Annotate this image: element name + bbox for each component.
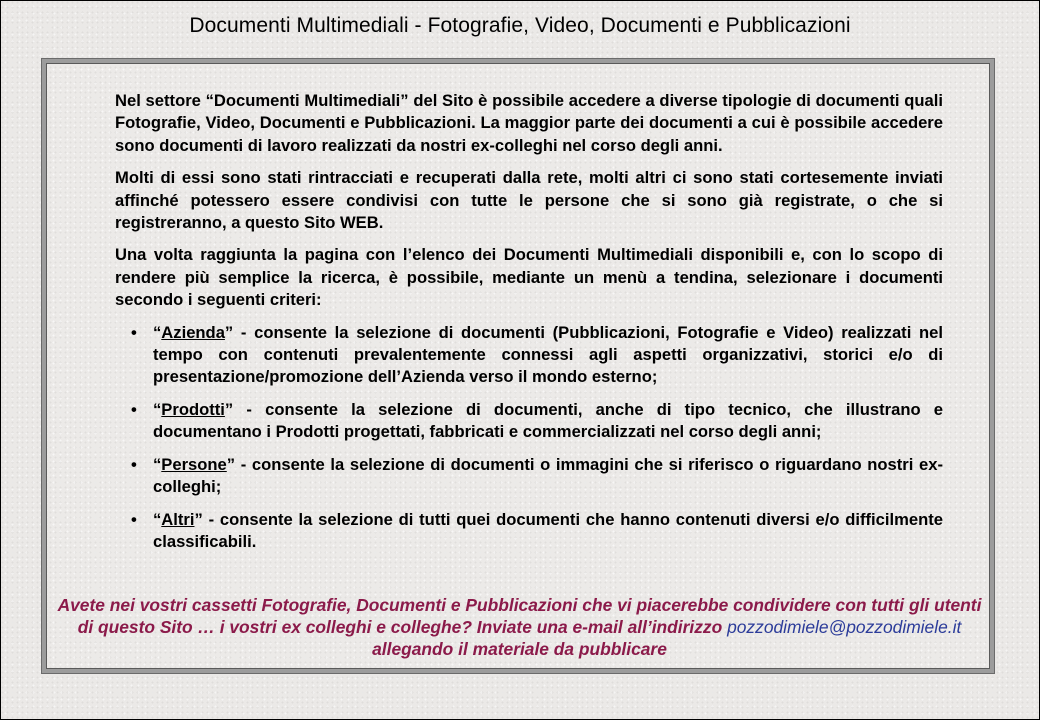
criteria-description: - consente la selezione di documenti, anche di tipo tecnico, che illustrano e documentano i Prodotti progettati, fabbricati e commercializzati nel corso degli anni; — [153, 399, 943, 442]
criteria-item-altri — [115, 509, 943, 554]
criteria-keyword-prodotti: Prodotti — [161, 399, 225, 419]
bullet-icon: • — [131, 322, 137, 342]
content-panel-inner — [46, 63, 990, 669]
criteria-list — [115, 322, 943, 554]
close-quote: ” — [194, 509, 203, 529]
close-quote: ” — [224, 399, 234, 419]
criteria-intro-paragraph: Una volta raggiunta la pagina con l’elenco dei Documenti Multimediali disponibili e, con lo scopo di rendere più semplice la ricerca, è possibile, mediante un menù a tendina, selezionare i documenti secondo i seguenti criteri: — [115, 245, 943, 310]
criteria-item-azienda — [115, 322, 943, 389]
criteria-description: - consente la selezione di documenti o immagini che si riferisco o riguardano nostri ex-colleghi; — [153, 454, 943, 497]
criteria-keyword-persone: Persone — [161, 454, 227, 474]
bullet-icon: • — [131, 454, 137, 474]
bullet-icon: • — [131, 399, 137, 419]
bullet-icon: • — [131, 509, 137, 529]
close-quote: ” — [226, 454, 236, 474]
close-quote: ” — [224, 322, 234, 342]
criteria-description: - consente la selezione di tutti quei documenti che hanno contenuti diversi e/o difficilmente classificabili. — [153, 509, 943, 551]
footer-call-to-action — [57, 594, 982, 661]
sources-paragraph: Molti di essi sono stati rintracciati e recuperati dalla rete, molti altri ci sono stati cortesemente inviati affinché potessero essere condivisi con tutte le persone che si sono già registrate, o che si registreranno, a questo Sito WEB. — [115, 168, 943, 233]
criteria-keyword-altri: Altri — [161, 509, 195, 529]
intro-paragraph: Nel settore “Documenti Multimediali” del Sito è possibile accedere a diverse tipologie di documenti quali Fotografie, Video, Documenti e Pubblicazioni. La maggior parte dei documenti a cui è possibile accedere sono documenti di lavoro realizzati da nostri ex-colleghi nel corso degli anni. — [115, 91, 943, 155]
open-quote: “ — [153, 399, 162, 419]
content-panel — [41, 58, 995, 674]
footer-text-end: allegando il materiale da pubblicare — [372, 639, 667, 660]
open-quote: “ — [153, 454, 162, 474]
open-quote: “ — [153, 509, 162, 529]
footer-text: Avete nei vostri cassetti Fotografie, Documenti e Pubblicazioni che vi piacerebbe condividere con tutti gli utenti di questo Sito … i vostri ex colleghi e colleghe? Inviate una e-mail all’indirizzo — [57, 595, 982, 638]
content-body — [115, 90, 943, 563]
criteria-description: - consente la selezione di documenti (Pubblicazioni, Fotografie e Video) realizzati nel tempo con contenuti prevalentemente connessi agli aspetti organizzativi, storici e/o di presentazione/promozione dell’Azienda verso il mondo esterno; — [153, 322, 943, 387]
criteria-item-persone — [115, 454, 943, 499]
criteria-item-prodotti — [115, 399, 943, 444]
page-title: Documenti Multimediali - Fotografie, Video, Documenti e Pubblicazioni — [189, 14, 851, 37]
criteria-keyword-azienda: Azienda — [161, 322, 225, 342]
email-link[interactable]: pozzodimiele@pozzodimiele.it — [727, 617, 962, 638]
open-quote: “ — [153, 322, 162, 342]
